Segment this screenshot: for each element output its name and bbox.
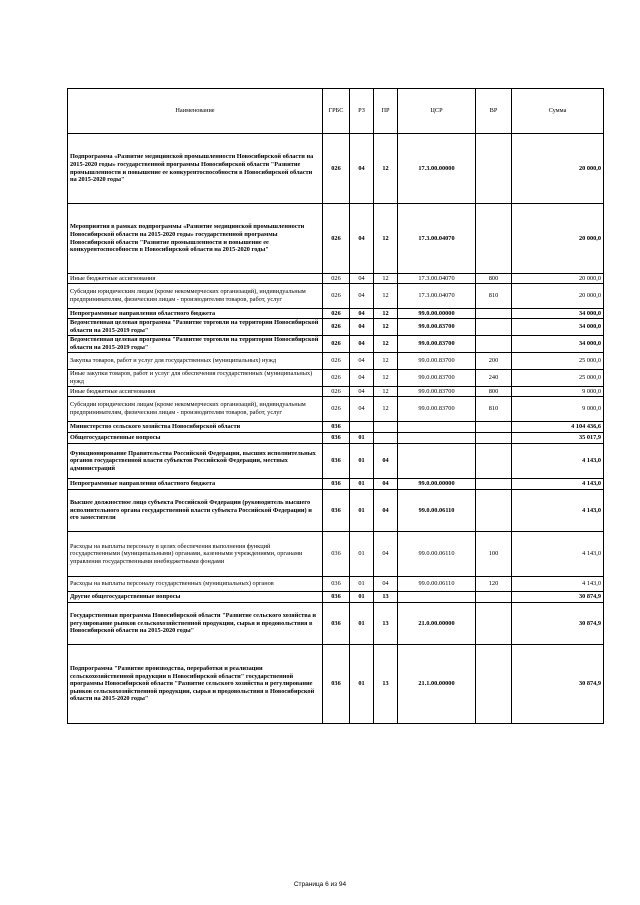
row-rz-cell: 04: [350, 204, 374, 274]
row-grbs-cell: 026: [323, 397, 350, 422]
row-vr-cell: 100: [476, 532, 512, 577]
row-grbs-cell: 036: [323, 433, 350, 444]
row-rz-cell: 04: [350, 353, 374, 370]
col-header-sum: Сумма: [512, 89, 604, 134]
row-pr-cell: 12: [374, 284, 398, 309]
row-pr-cell: 12: [374, 353, 398, 370]
table-row: [68, 490, 604, 532]
row-grbs-cell: 026: [323, 353, 350, 370]
row-csr-cell: 21.1.00.00000: [398, 645, 476, 724]
table-body: [68, 134, 604, 724]
row-pr-cell: 12: [374, 387, 398, 397]
row-vr-cell: 200: [476, 353, 512, 370]
table-row: [68, 422, 604, 433]
row-sum-cell: 30 874,9: [512, 645, 604, 724]
table-row: [68, 284, 604, 309]
col-header-rz: РЗ: [350, 89, 374, 134]
row-csr-cell: 17.3.00.04070: [398, 274, 476, 284]
row-grbs-cell: 036: [323, 532, 350, 577]
row-name-cell: Расходы на выплаты персоналу в целях обеспечения выполнения функций государственными (муниципальными) органами, казенными учреждениями, органами управления государственными внебюджетными фондами: [68, 532, 323, 577]
row-vr-cell: [476, 444, 512, 479]
row-pr-cell: 13: [374, 603, 398, 645]
row-rz-cell: 01: [350, 433, 374, 444]
row-sum-cell: 4 143,0: [512, 444, 604, 479]
row-grbs-cell: 026: [323, 274, 350, 284]
row-csr-cell: 99.0.00.06110: [398, 490, 476, 532]
row-rz-cell: 04: [350, 319, 374, 336]
table-row: [68, 532, 604, 577]
row-csr-cell: 99.0.00.83700: [398, 370, 476, 387]
table-row: [68, 204, 604, 274]
row-sum-cell: 34 000,0: [512, 309, 604, 319]
row-csr-cell: 99.0.00.06110: [398, 532, 476, 577]
row-name-cell: Расходы на выплаты персоналу государственных (муниципальных) органов: [68, 577, 323, 592]
row-sum-cell: 4 143,0: [512, 532, 604, 577]
row-pr-cell: 12: [374, 134, 398, 204]
row-rz-cell: 04: [350, 309, 374, 319]
row-pr-cell: 04: [374, 532, 398, 577]
row-rz-cell: 04: [350, 387, 374, 397]
row-pr-cell: 12: [374, 309, 398, 319]
row-sum-cell: 4 143,0: [512, 577, 604, 592]
row-sum-cell: 34 000,0: [512, 319, 604, 336]
row-vr-cell: 120: [476, 577, 512, 592]
row-vr-cell: 810: [476, 284, 512, 309]
row-pr-cell: [374, 422, 398, 433]
row-name-cell: Высшее должностное лицо субъекта Российской Федерации (руководитель высшего исполнительного органа государственной власти субъекта Российской Федерации) и его заместители: [68, 490, 323, 532]
row-name-cell: Субсидии юридическим лицам (кроме некоммерческих организаций), индивидуальным предпринимателям, физическим лицам - производителям товаров, работ, услуг: [68, 284, 323, 309]
row-vr-cell: [476, 645, 512, 724]
row-name-cell: Иные бюджетные ассигнования: [68, 387, 323, 397]
table-row: [68, 592, 604, 603]
row-rz-cell: 01: [350, 645, 374, 724]
row-csr-cell: 99.0.00.00000: [398, 309, 476, 319]
table-row: [68, 444, 604, 479]
table-row: [68, 274, 604, 284]
row-pr-cell: 12: [374, 370, 398, 387]
table-row: [68, 309, 604, 319]
table-row: [68, 645, 604, 724]
row-grbs-cell: 036: [323, 577, 350, 592]
row-name-cell: Непрограммные направления областного бюджета: [68, 479, 323, 490]
col-header-name: Наименование: [68, 89, 323, 134]
row-pr-cell: [374, 433, 398, 444]
row-name-cell: Ведомственная целевая программа "Развитие торговли на территории Новосибирской области на 2015-2019 годы": [68, 336, 323, 353]
table-row: [68, 577, 604, 592]
row-vr-cell: 240: [476, 370, 512, 387]
row-grbs-cell: 026: [323, 336, 350, 353]
col-header-vr: ВР: [476, 89, 512, 134]
row-grbs-cell: 036: [323, 645, 350, 724]
row-pr-cell: 04: [374, 444, 398, 479]
table-row: [68, 319, 604, 336]
row-vr-cell: [476, 592, 512, 603]
row-csr-cell: 99.0.00.83700: [398, 387, 476, 397]
row-rz-cell: 01: [350, 592, 374, 603]
table-row: [68, 479, 604, 490]
row-name-cell: Субсидии юридическим лицам (кроме некоммерческих организаций), индивидуальным предпринимателям, физическим лицам - производителям товаров, работ, услуг: [68, 397, 323, 422]
page-footer: Страница 6 из 94: [293, 881, 347, 888]
row-grbs-cell: 026: [323, 309, 350, 319]
row-name-cell: Общегосударственные вопросы: [68, 433, 323, 444]
row-sum-cell: 20 000,0: [512, 204, 604, 274]
row-grbs-cell: 026: [323, 370, 350, 387]
row-vr-cell: [476, 490, 512, 532]
row-name-cell: Ведомственная целевая программа "Развитие торговли на территории Новосибирской области на 2015-2019 годы": [68, 319, 323, 336]
row-pr-cell: 13: [374, 645, 398, 724]
row-csr-cell: 99.0.00.83700: [398, 397, 476, 422]
row-csr-cell: 17.3.00.04070: [398, 284, 476, 309]
row-pr-cell: 04: [374, 490, 398, 532]
row-sum-cell: 30 874,9: [512, 603, 604, 645]
row-grbs-cell: 036: [323, 479, 350, 490]
table-row: [68, 433, 604, 444]
row-sum-cell: 34 000,0: [512, 336, 604, 353]
row-rz-cell: 04: [350, 134, 374, 204]
row-csr-cell: [398, 433, 476, 444]
row-name-cell: Мероприятия в рамках подпрограммы «Развитие медицинской промышленности Новосибирской области на 2015-2020 годы» государственной программы Новосибирской области "Развитие промышленности и повышение ее конкурентоспособности в Новосибирской области на 2015-2020 годы": [68, 204, 323, 274]
row-pr-cell: 12: [374, 204, 398, 274]
row-vr-cell: [476, 433, 512, 444]
row-sum-cell: 20 000,0: [512, 134, 604, 204]
row-csr-cell: [398, 422, 476, 433]
row-grbs-cell: 026: [323, 319, 350, 336]
row-sum-cell: 4 143,0: [512, 479, 604, 490]
col-header-csr: ЦСР: [398, 89, 476, 134]
row-vr-cell: [476, 204, 512, 274]
row-sum-cell: 35 017,9: [512, 433, 604, 444]
row-csr-cell: [398, 444, 476, 479]
row-csr-cell: 17.3.00.04070: [398, 204, 476, 274]
row-name-cell: Государственная программа Новосибирской области "Развитие сельского хозяйства и регулирование рынков сельскохозяйственной продукции, сырья и продовольствия в Новосибирской области на 2015-2020 годы": [68, 603, 323, 645]
row-sum-cell: 25 000,0: [512, 353, 604, 370]
row-pr-cell: 04: [374, 577, 398, 592]
row-rz-cell: 01: [350, 603, 374, 645]
row-vr-cell: [476, 134, 512, 204]
row-csr-cell: 21.0.00.00000: [398, 603, 476, 645]
row-rz-cell: 01: [350, 577, 374, 592]
row-name-cell: Иные бюджетные ассигнования: [68, 274, 323, 284]
row-name-cell: Министерство сельского хозяйства Новосибирской области: [68, 422, 323, 433]
table-row: [68, 603, 604, 645]
row-csr-cell: 99.0.00.83700: [398, 336, 476, 353]
table-row: [68, 370, 604, 387]
row-sum-cell: 4 143,0: [512, 490, 604, 532]
row-vr-cell: [476, 319, 512, 336]
table-row: [68, 397, 604, 422]
row-csr-cell: 99.0.00.06110: [398, 577, 476, 592]
row-vr-cell: [476, 603, 512, 645]
row-grbs-cell: 026: [323, 134, 350, 204]
row-rz-cell: 01: [350, 490, 374, 532]
row-name-cell: Закупка товаров, работ и услуг для государственных (муниципальных) нужд: [68, 353, 323, 370]
row-grbs-cell: 036: [323, 444, 350, 479]
row-grbs-cell: 036: [323, 422, 350, 433]
row-grbs-cell: 026: [323, 204, 350, 274]
row-grbs-cell: 036: [323, 592, 350, 603]
row-rz-cell: 01: [350, 532, 374, 577]
row-sum-cell: 20 000,0: [512, 284, 604, 309]
row-sum-cell: 25 000,0: [512, 370, 604, 387]
row-vr-cell: 800: [476, 274, 512, 284]
row-pr-cell: 13: [374, 592, 398, 603]
row-vr-cell: [476, 309, 512, 319]
row-rz-cell: 01: [350, 444, 374, 479]
row-sum-cell: 9 000,0: [512, 397, 604, 422]
row-rz-cell: [350, 422, 374, 433]
row-rz-cell: 04: [350, 370, 374, 387]
row-csr-cell: 17.3.00.00000: [398, 134, 476, 204]
row-grbs-cell: 026: [323, 387, 350, 397]
row-grbs-cell: 026: [323, 284, 350, 309]
row-sum-cell: 9 000,0: [512, 387, 604, 397]
row-csr-cell: 99.0.00.00000: [398, 479, 476, 490]
budget-table: [67, 88, 604, 724]
row-csr-cell: 99.0.00.83700: [398, 319, 476, 336]
row-rz-cell: 04: [350, 274, 374, 284]
row-name-cell: Иные закупки товаров, работ и услуг для обеспечения государственных (муниципальных) нужд: [68, 370, 323, 387]
table-row: [68, 353, 604, 370]
row-vr-cell: 810: [476, 397, 512, 422]
row-name-cell: Функционирование Правительства Российской Федерации, высших исполнительных органов государственной власти субъектов Российской Федерации, местных администраций: [68, 444, 323, 479]
row-rz-cell: 04: [350, 336, 374, 353]
row-grbs-cell: 036: [323, 490, 350, 532]
row-pr-cell: 12: [374, 319, 398, 336]
row-pr-cell: 12: [374, 397, 398, 422]
row-pr-cell: 04: [374, 479, 398, 490]
row-rz-cell: 04: [350, 284, 374, 309]
row-grbs-cell: 036: [323, 603, 350, 645]
row-sum-cell: 20 000,0: [512, 274, 604, 284]
row-sum-cell: 30 874,9: [512, 592, 604, 603]
row-rz-cell: 01: [350, 479, 374, 490]
table-row: [68, 336, 604, 353]
row-vr-cell: 800: [476, 387, 512, 397]
row-rz-cell: 04: [350, 397, 374, 422]
row-csr-cell: [398, 592, 476, 603]
row-name-cell: Другие общегосударственные вопросы: [68, 592, 323, 603]
row-sum-cell: 4 104 436,6: [512, 422, 604, 433]
table-header-row: [68, 89, 604, 134]
table-row: [68, 134, 604, 204]
row-name-cell: Непрограммные направления областного бюджета: [68, 309, 323, 319]
row-name-cell: Подпрограмма "Развитие производства, переработки и реализации сельскохозяйственной продукции в Новосибирской области" государственной программы Новосибирской области "Развитие сельского хозяйства и регулирование рынков сельскохозяйственной продукции, сырья и продовольствия в Новосибирской области на 2015-2020 годы": [68, 645, 323, 724]
row-vr-cell: [476, 479, 512, 490]
row-csr-cell: 99.0.00.83700: [398, 353, 476, 370]
col-header-pr: ПР: [374, 89, 398, 134]
row-vr-cell: [476, 336, 512, 353]
row-vr-cell: [476, 422, 512, 433]
row-name-cell: Подпрограмма «Развитие медицинской промышленности Новосибирской области на 2015-2020 годы» государственной программы Новосибирской области "Развитие промышленности и повышение ее конкурентоспособности в Новосибирской области на 2015-2020 годы": [68, 134, 323, 204]
table-row: [68, 387, 604, 397]
row-pr-cell: 12: [374, 336, 398, 353]
col-header-grbs: ГРБС: [323, 89, 350, 134]
row-pr-cell: 12: [374, 274, 398, 284]
